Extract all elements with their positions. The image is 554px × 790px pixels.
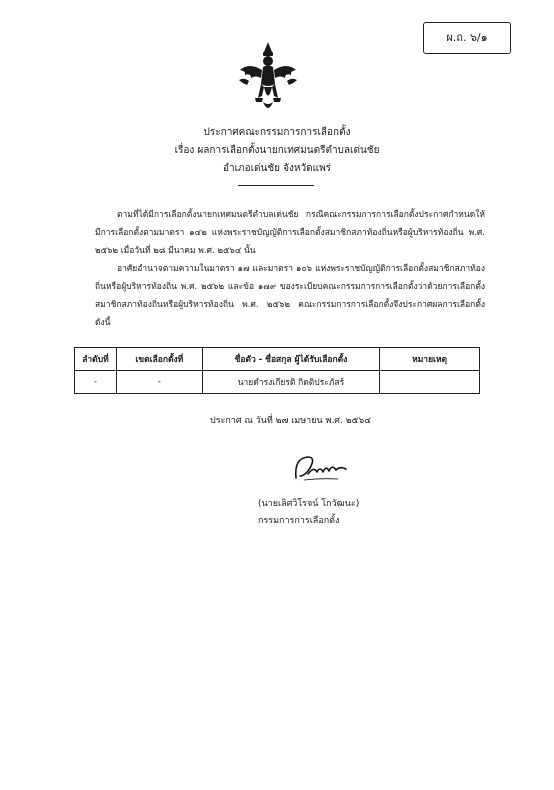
cell-number: - [75, 371, 117, 394]
cell-district: - [116, 371, 202, 394]
election-result-table [74, 347, 480, 394]
garuda-emblem-icon [237, 40, 299, 114]
heading-divider [238, 185, 314, 186]
heading-location: อำเภอเด่นชัย จังหวัดแพร่ [222, 163, 332, 174]
signer-name: (นายเลิศวิโรจน์ โกวัฒนะ) [258, 499, 360, 509]
table-header-row [75, 348, 480, 371]
heading-announcement: ประกาศคณะกรรมการการเลือกตั้ง [203, 127, 351, 138]
cell-elected-name: นายดำรงเกียรติ กิตติประภัสร์ [202, 371, 379, 394]
column-header-elected-name: ชื่อตัว - ชื่อสกุล ผู้ได้รับเลือกตั้ง [202, 348, 379, 371]
table-row [75, 371, 480, 394]
paragraph-background: ตามที่ได้มีการเลือกตั้งนายกเทศมนตรีตำบลเด่นชัย กรณีคณะกรรมการการเลือกตั้งประกาศกำหนดให้มีการเลือกตั้งตามมาตรา ๑๔๒ แห่งพระราชบัญญัติการเลือกตั้งสมาชิกสภาท้องถิ่นหรือผู้บริหารท้องถิ่น พ.ศ. ๒๕๖๒ เมื่อวันที่ ๒๘ มีนาคม พ.ศ. ๒๕๖๔ นั้น [95, 210, 485, 256]
cell-remarks [380, 371, 480, 394]
announcement-date: ประกาศ ณ วันที่ ๒๗ เมษายน พ.ศ. ๒๕๖๔ [210, 416, 372, 426]
column-header-district: เขตเลือกตั้งที่ [116, 348, 202, 371]
signer-position: กรรมการการเลือกตั้ง [258, 516, 340, 526]
heading-subject: เรื่อง ผลการเลือกตั้งนายกเทศมนตรีตำบลเด่นชัย [174, 145, 380, 156]
column-header-number: ลำดับที่ [75, 348, 117, 371]
column-header-remarks: หมายเหตุ [380, 348, 480, 371]
handwritten-signature [290, 448, 350, 488]
form-code-box: ผ.ถ. ๖/๑ [423, 22, 511, 54]
paragraph-authority: อาศัยอำนาจตามความในมาตรา ๑๗ และมาตรา ๑๐๖ แห่งพระราชบัญญัติการเลือกตั้งสมาชิกสภาท้องถิ่นหรือผู้บริหารท้องถิ่น พ.ศ. ๒๕๖๒ และข้อ ๑๗๙ ของระเบียบคณะกรรมการการเลือกตั้งว่าด้วยการเลือกตั้งสมาชิกสภาท้องถิ่นหรือผู้บริหารท้องถิ่น พ.ศ. ๒๕๖๒ คณะกรรมการการเลือกตั้งจึงประกาศผลการเลือกตั้ง ดังนี้ [95, 264, 485, 328]
